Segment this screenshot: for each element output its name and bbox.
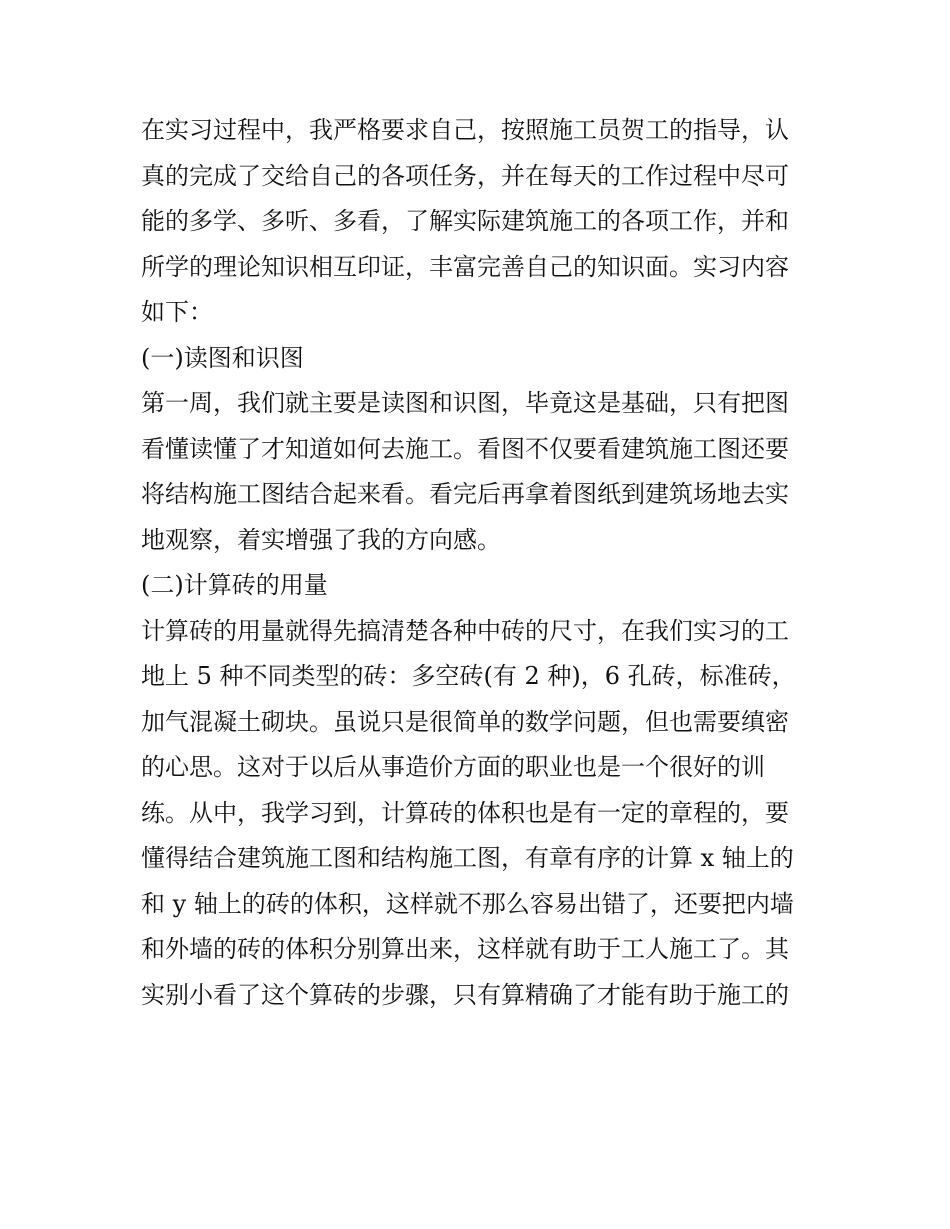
text-line: 能的多学、多听、多看，了解实际建筑施工的各项工作，并和	[141, 207, 789, 235]
text-line: 地上 5 种不同类型的砖：多空砖(有 2 种)，6 孔砖，标准砖，	[141, 662, 796, 690]
text-line: 计算砖的用量就得先搞清楚各种中砖的尺寸，在我们实习的工	[141, 616, 789, 645]
text-line: 将结构施工图结合起来看。看完后再拿着图纸到建筑场地去实	[141, 480, 789, 508]
section-heading-1: (一)读图和识图	[141, 343, 304, 372]
text-line: 真的完成了交给自己的各项任务，并在每天的工作过程中尽可	[141, 161, 789, 190]
text-line: 和外墙的砖的体积分别算出来，这样就有助于工人施工了。其	[141, 935, 789, 963]
text-line: 第一周，我们就主要是读图和识图，毕竟这是基础，只有把图	[141, 389, 789, 417]
text-line: 实别小看了这个算砖的步骤，只有算精确了才能有助于施工的	[141, 980, 789, 1009]
text-line: 所学的理论知识相互印证，丰富完善自己的知识面。实习内容	[141, 252, 789, 281]
section-heading-2: (二)计算砖的用量	[141, 571, 328, 599]
text-line: 在实习过程中，我严格要求自己，按照施工员贺工的指导，认	[141, 116, 789, 144]
text-line: 的心思。这对于以后从事造价方面的职业也是一个很好的训	[141, 753, 765, 781]
text-line: 练。从中，我学习到，计算砖的体积也是有一定的章程的，要	[141, 798, 789, 827]
text-line: 看懂读懂了才知道如何去施工。看图不仅要看建筑施工图还要	[141, 434, 789, 463]
text-line: 加气混凝土砌块。虽说只是很简单的数学问题，但也需要缜密	[141, 707, 789, 736]
text-line: 懂得结合建筑施工图和结构施工图，有章有序的计算 x 轴上的	[141, 844, 794, 872]
text-line: 地观察，着实增强了我的方向感。	[141, 525, 501, 554]
body-text	[141, 108, 816, 1018]
text-line: 和 y 轴上的砖的体积，这样就不那么容易出错了，还要把内墙	[141, 889, 794, 918]
text-line: 如下：	[141, 298, 213, 326]
